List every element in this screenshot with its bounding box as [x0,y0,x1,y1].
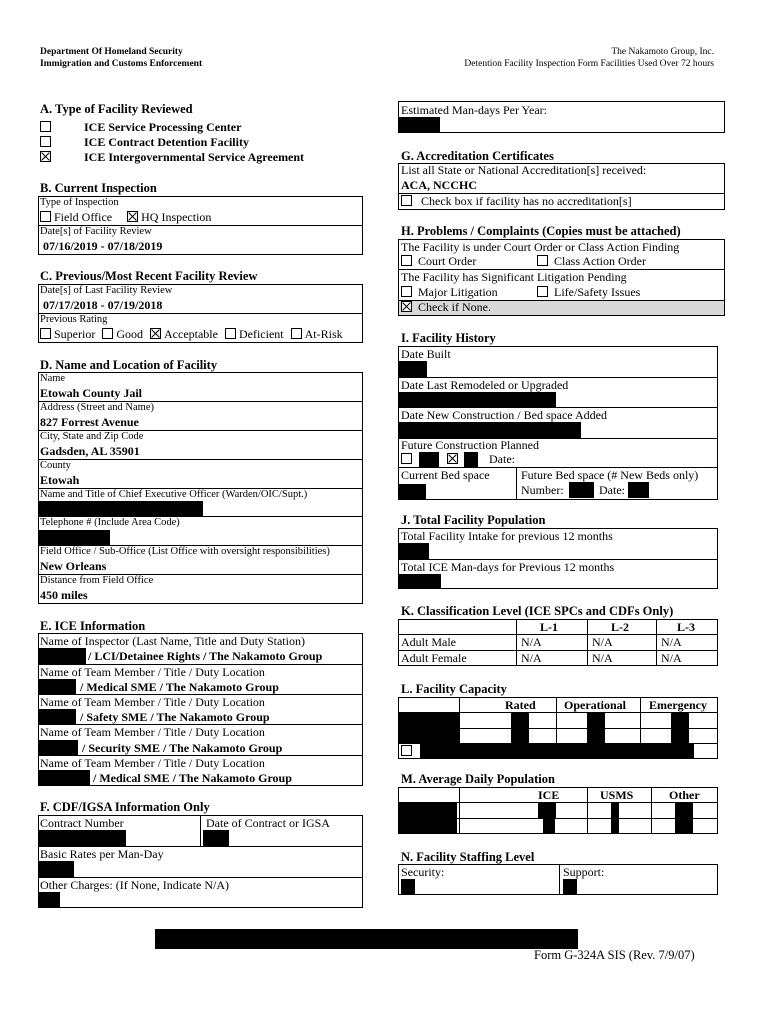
section-a-title: A. Type of Facility Reviewed [40,102,193,116]
inspection-type-options [40,210,211,224]
section-i-title: I. Facility History [401,331,496,345]
basic-rates-label: Basic Rates per Man-Day [40,847,164,861]
other-charges-label: Other Charges: (If None, Indicate N/A) [40,878,230,892]
county-label: County [40,460,71,471]
column-header: L-1 [540,620,558,634]
redaction [628,482,649,498]
accreditation-value: ACA, NCCHC [401,178,477,192]
redaction [398,543,429,559]
address-value: 827 Forrest Avenue [40,415,139,429]
rating-deficient: Deficient [238,327,284,341]
litigation-line: The Facility has Significant Litigation Pending [401,270,627,284]
redaction [203,830,229,846]
contract-date-label: Date of Contract or IGSA [206,816,330,830]
class-action-label: Class Action Order [554,254,646,268]
team-member-value: / Safety SME / The Nakamoto Group [80,710,270,724]
redaction [38,740,78,755]
new-construction-label: Date New Construction / Bed space Added [401,408,607,422]
review-dates-value: 07/16/2019 - 07/18/2019 [43,239,163,253]
date-built-label: Date Built [401,347,451,361]
redaction [38,861,74,877]
checked-box-icon[interactable] [150,328,161,339]
redaction [399,802,457,833]
redaction [675,802,693,833]
redaction [38,648,86,664]
redaction [398,484,426,500]
redaction [38,679,76,694]
section-l-title: L. Facility Capacity [401,682,507,696]
no-accreditation-option[interactable] [401,194,632,208]
checked-box-icon[interactable] [40,151,51,162]
city-label: City, State and Zip Code [40,431,144,442]
team-member-value: / Medical SME / The Nakamoto Group [93,771,292,785]
redaction [38,501,203,517]
redaction [611,802,619,833]
facility-type-option[interactable] [40,120,241,134]
form-title: Detention Facility Inspection Form Facilities Used Over 72 hours [464,59,714,69]
support-staff-label: Support: [563,865,605,879]
last-review-dates-value: 07/17/2018 - 07/19/2018 [43,298,163,312]
major-litigation-option[interactable] [401,285,498,299]
table-cell: N/A [521,635,542,649]
redaction [587,712,605,743]
agency-line-2: Immigration and Customs Enforcement [40,59,203,69]
contract-number-label: Contract Number [40,816,124,830]
facility-type-option[interactable] [40,150,304,164]
team-member-label: Name of Team Member / Title / Duty Location [40,756,265,770]
inspector-value: / LCI/Detainee Rights / The Nakamoto Group [88,649,323,663]
none-option[interactable] [401,300,491,314]
staffing-box [398,864,718,895]
facility-name-value: Etowah County Jail [40,386,143,400]
date-remodeled-label: Date Last Remodeled or Upgraded [401,378,569,392]
checkbox-icon[interactable] [40,121,51,132]
checkbox-icon[interactable] [291,328,302,339]
redaction [569,482,594,498]
column-header: Operational [564,698,626,712]
facility-intake-label: Total Facility Intake for previous 12 months [401,529,613,543]
ceo-label: Name and Title of Chief Executive Officer (Warden/OIC/Supt.) [40,489,308,500]
checked-box-icon[interactable] [447,453,458,464]
future-bed-date-label: Date: [599,483,625,497]
rating-acceptable: Acceptable [164,327,218,341]
team-member-value: / Medical SME / The Nakamoto Group [80,680,279,694]
redaction [398,422,581,438]
agency-header [40,46,202,70]
redaction [398,392,556,407]
section-m-title: M. Average Daily Population [401,772,555,786]
distance-label: Distance from Field Office [40,575,154,586]
column-header: Other [669,788,700,802]
previous-rating-label: Previous Rating [40,314,108,325]
checkbox-icon[interactable] [537,255,548,266]
field-office-label: Field Office / Sub-Office (List Office with oversight responsibilities) [40,546,330,557]
section-n-title: N. Facility Staffing Level [401,850,535,864]
team-member-label: Name of Team Member / Title / Duty Location [40,695,265,709]
checkbox-icon[interactable] [40,211,51,222]
capacity-option [401,744,415,758]
hq-inspection-label: HQ Inspection [141,210,212,224]
rating-good: Good [116,327,143,341]
row-label: Adult Female [401,651,467,665]
court-order-option[interactable] [401,254,476,268]
redaction [399,712,459,743]
redaction [38,770,90,786]
class-action-option[interactable] [537,254,646,268]
section-g-title: G. Accreditation Certificates [401,149,554,163]
rating-at-risk: At-Risk [304,327,343,341]
telephone-label: Telephone # (Include Area Code) [40,517,180,528]
county-value: Etowah [40,473,80,487]
section-j-title: J. Total Facility Population [401,513,546,527]
redaction [38,709,76,724]
form-id: Form G-324A SIS (Rev. 7/9/07) [534,948,695,962]
ice-mandays-label: Total ICE Man-days for Previous 12 months [401,560,615,574]
checked-box-icon[interactable] [401,301,412,312]
none-label: Check if None. [418,300,491,314]
column-header: L-3 [677,620,695,634]
agency-line-1: Department Of Homeland Security [40,47,183,57]
rating-superior: Superior [54,327,96,341]
company-name: The Nakamoto Group, Inc. [611,47,714,57]
column-header: USMS [600,788,634,802]
current-bed-space-label: Current Bed space [401,468,490,482]
city-value: Gadsden, AL 35901 [40,444,140,458]
redaction [398,117,440,133]
section-f-title: F. CDF/IGSA Information Only [40,800,210,814]
redaction [398,361,427,377]
checkbox-icon[interactable] [537,286,548,297]
checkbox-icon[interactable] [401,286,412,297]
redaction [511,712,529,743]
section-b-title: B. Current Inspection [40,181,157,195]
table-cell: N/A [592,635,613,649]
checkbox-icon[interactable] [401,453,412,464]
checked-box-icon[interactable] [127,211,138,222]
review-dates-label: Date[s] of Facility Review [40,226,152,237]
section-e-title: E. ICE Information [40,619,146,633]
option-label: ICE Service Processing Center [84,120,242,134]
redaction [398,574,441,589]
security-staff-label: Security: [401,865,445,879]
redaction [538,802,556,818]
court-order-line: The Facility is under Court Order or Class Action Finding [401,240,680,254]
table-cell: N/A [592,651,613,665]
column-header: Rated [505,698,536,712]
inspector-label: Name of Inspector (Last Name, Title and Duty Station) [40,634,305,648]
table-cell: N/A [661,651,682,665]
future-construction-date-label: Date: [489,452,515,466]
option-label: ICE Contract Detention Facility [84,135,249,149]
checkbox-icon[interactable] [401,195,412,206]
redaction [563,879,577,895]
no-accreditation-label: Check box if facility has no accreditation[s] [421,194,632,208]
redaction [155,929,578,949]
redaction [420,743,694,759]
row-label: Adult Male [401,635,456,649]
checkbox-icon[interactable] [225,328,236,339]
redaction [543,818,555,834]
column-header: L-2 [611,620,629,634]
checkbox-icon[interactable] [401,255,412,266]
checkbox-icon[interactable] [102,328,113,339]
accreditation-list-label: List all State or National Accreditation[s] received: [401,163,647,177]
previous-rating-options [40,327,343,341]
address-label: Address (Street and Name) [40,402,155,413]
team-member-value: / Security SME / The Nakamoto Group [82,741,283,755]
section-d-title: D. Name and Location of Facility [40,358,218,372]
checkbox-icon[interactable] [40,136,51,147]
major-litigation-label: Major Litigation [418,285,498,299]
redaction [464,452,478,467]
option-label: ICE Intergovernmental Service Agreement [84,150,305,164]
last-review-dates-label: Date[s] of Last Facility Review [40,285,173,296]
inspection-type-label: Type of Inspection [40,197,119,208]
checkbox-icon[interactable] [401,745,412,756]
redaction [401,879,415,895]
checkbox-icon[interactable] [40,328,51,339]
column-header: ICE [538,788,560,802]
team-member-label: Name of Team Member / Title / Duty Location [40,725,265,739]
life-safety-option[interactable] [537,285,640,299]
facility-type-option[interactable] [40,135,249,149]
section-h-title: H. Problems / Complaints (Copies must be attached) [401,224,681,238]
section-k-title: K. Classification Level (ICE SPCs and CDFs Only) [401,604,674,618]
redaction [671,712,689,743]
life-safety-label: Life/Safety Issues [554,285,641,299]
redaction [38,892,60,908]
table-cell: N/A [661,635,682,649]
future-construction-label: Future Construction Planned [401,438,539,452]
future-bed-space-label: Future Bed space (# New Beds only) [521,468,699,482]
future-construction-yes [447,452,461,466]
form-header [464,46,714,70]
distance-value: 450 miles [40,588,88,602]
mandays-label: Estimated Man-days Per Year: [401,103,547,117]
future-construction-options [401,452,415,466]
redaction [419,452,439,467]
redaction [38,530,110,546]
table-cell: N/A [521,651,542,665]
court-order-label: Court Order [418,254,477,268]
field-office-label: Field Office [54,210,113,224]
field-office-value: New Orleans [40,559,107,573]
redaction [38,830,126,846]
team-member-label: Name of Team Member / Title / Duty Location [40,665,265,679]
facility-name-label: Name [40,373,66,384]
future-bed-number-label: Number: [521,483,564,497]
column-header: Emergency [649,698,707,712]
section-c-title: C. Previous/Most Recent Facility Review [40,269,258,283]
